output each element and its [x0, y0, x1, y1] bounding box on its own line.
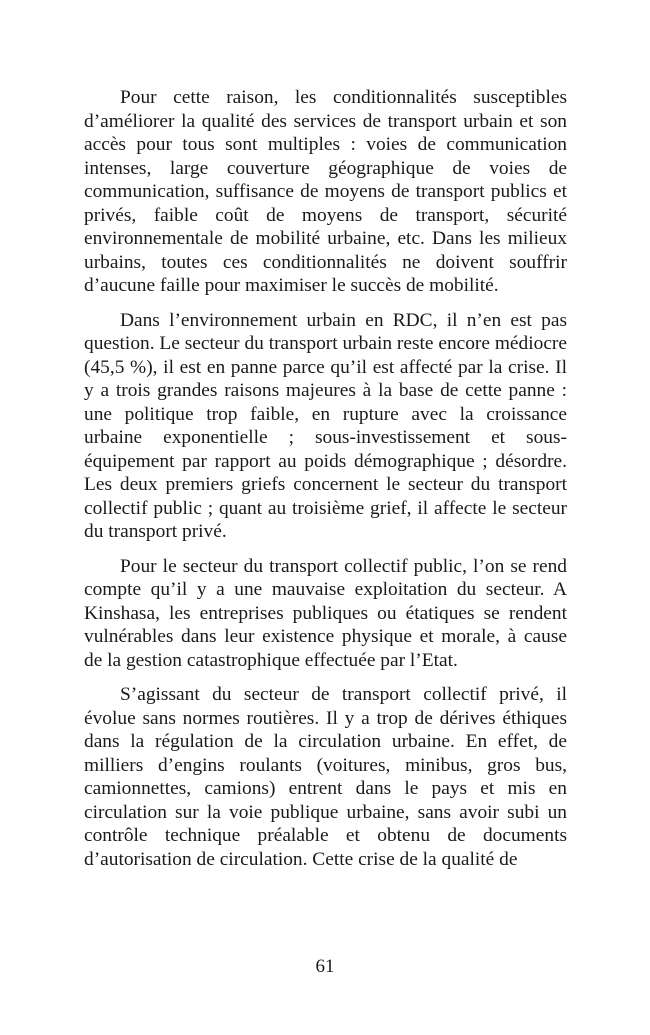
paragraph-2: Dans l’environnement urbain en RDC, il n’en est pas question. Le secteur du transport urbain reste encore médiocre (45,5 %), il est en panne parce qu’il est affecté par la crise. Il y a trois grandes raisons majeures à la base de cette panne : une politique trop faible, en rupture avec la croissance urbaine exponentielle ; sous-investissement et sous-équipement par rapport au poids démographique ; désordre. Les deux premiers griefs concernent le secteur du transport collectif public ; quant au troisième grief, il affecte le secteur du transport privé. [84, 309, 567, 542]
body-text [84, 86, 567, 882]
paragraph-4: S’agissant du secteur de transport collectif privé, il évolue sans normes routières. Il y a trop de dérives éthiques dans la régulation de la circulation urbaine. En effet, de milliers d’engins roulants (voitures, minibus, gros bus, camionnettes, camions) entrent dans le pays et mis en circulation sur la voie publique urbaine, sans avoir subi un contrôle technique préalable et obtenu de documents d’autorisation de circulation. Cette crise de la qualité de [84, 684, 567, 870]
paragraph-3: Pour le secteur du transport collectif public, l’on se rend compte qu’il y a une mauvaise exploitation du secteur. A Kinshasa, les entreprises publiques ou étatiques se rendent vulnérables dans leur existence physique et morale, à cause de la gestion catastrophique effectuée par l’Etat. [84, 555, 567, 671]
paragraph-1: Pour cette raison, les conditionnalités susceptibles d’améliorer la qualité des services de transport urbain et son accès pour tous sont multiples : voies de communication intenses, large couverture géographique de voies de communication, suffisance de moyens de transport publics et privés, faible coût de moyens de transport, sécurité environnementale de mobilité urbaine, etc. Dans les milieux urbains, toutes ces conditionnalités ne doivent souffrir d’aucune faille pour maximiser le succès de mobilité. [84, 87, 567, 296]
page-number: 61 [315, 956, 335, 977]
